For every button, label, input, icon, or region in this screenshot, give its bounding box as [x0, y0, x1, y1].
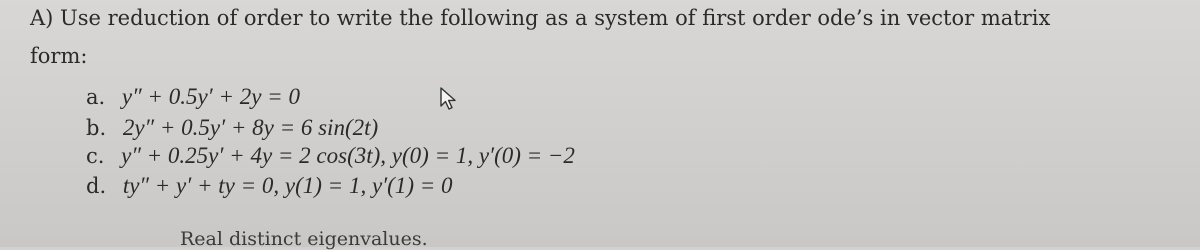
item-equation: y″ + 0.25y′ + 4y = 2 cos(3t), y(0) = 1, y′(0) = −2: [121, 143, 575, 168]
item-label: a.: [86, 85, 106, 109]
question-heading-continuation: form:: [30, 44, 88, 68]
cutoff-text: Real distinct eigenvalues.: [180, 228, 428, 250]
item-equation: y″ + 0.5y′ + 2y = 0: [121, 84, 300, 109]
item-equation: ty″ + y′ + ty = 0, y(1) = 1, y′(1) = 0: [122, 173, 453, 198]
list-item: [86, 173, 453, 199]
item-label: c.: [86, 144, 105, 168]
item-label: b.: [86, 116, 107, 140]
item-equation: 2y″ + 0.5y′ + 8y = 6 sin(2t): [122, 115, 379, 140]
mouse-pointer-icon: [438, 86, 460, 112]
list-item: [86, 143, 575, 169]
list-item: [86, 115, 378, 141]
item-label: d.: [86, 174, 107, 198]
list-item: [86, 84, 300, 110]
question-heading: A) Use reduction of order to write the following as a system of first order ode’s in vector matrix: [30, 6, 1051, 30]
